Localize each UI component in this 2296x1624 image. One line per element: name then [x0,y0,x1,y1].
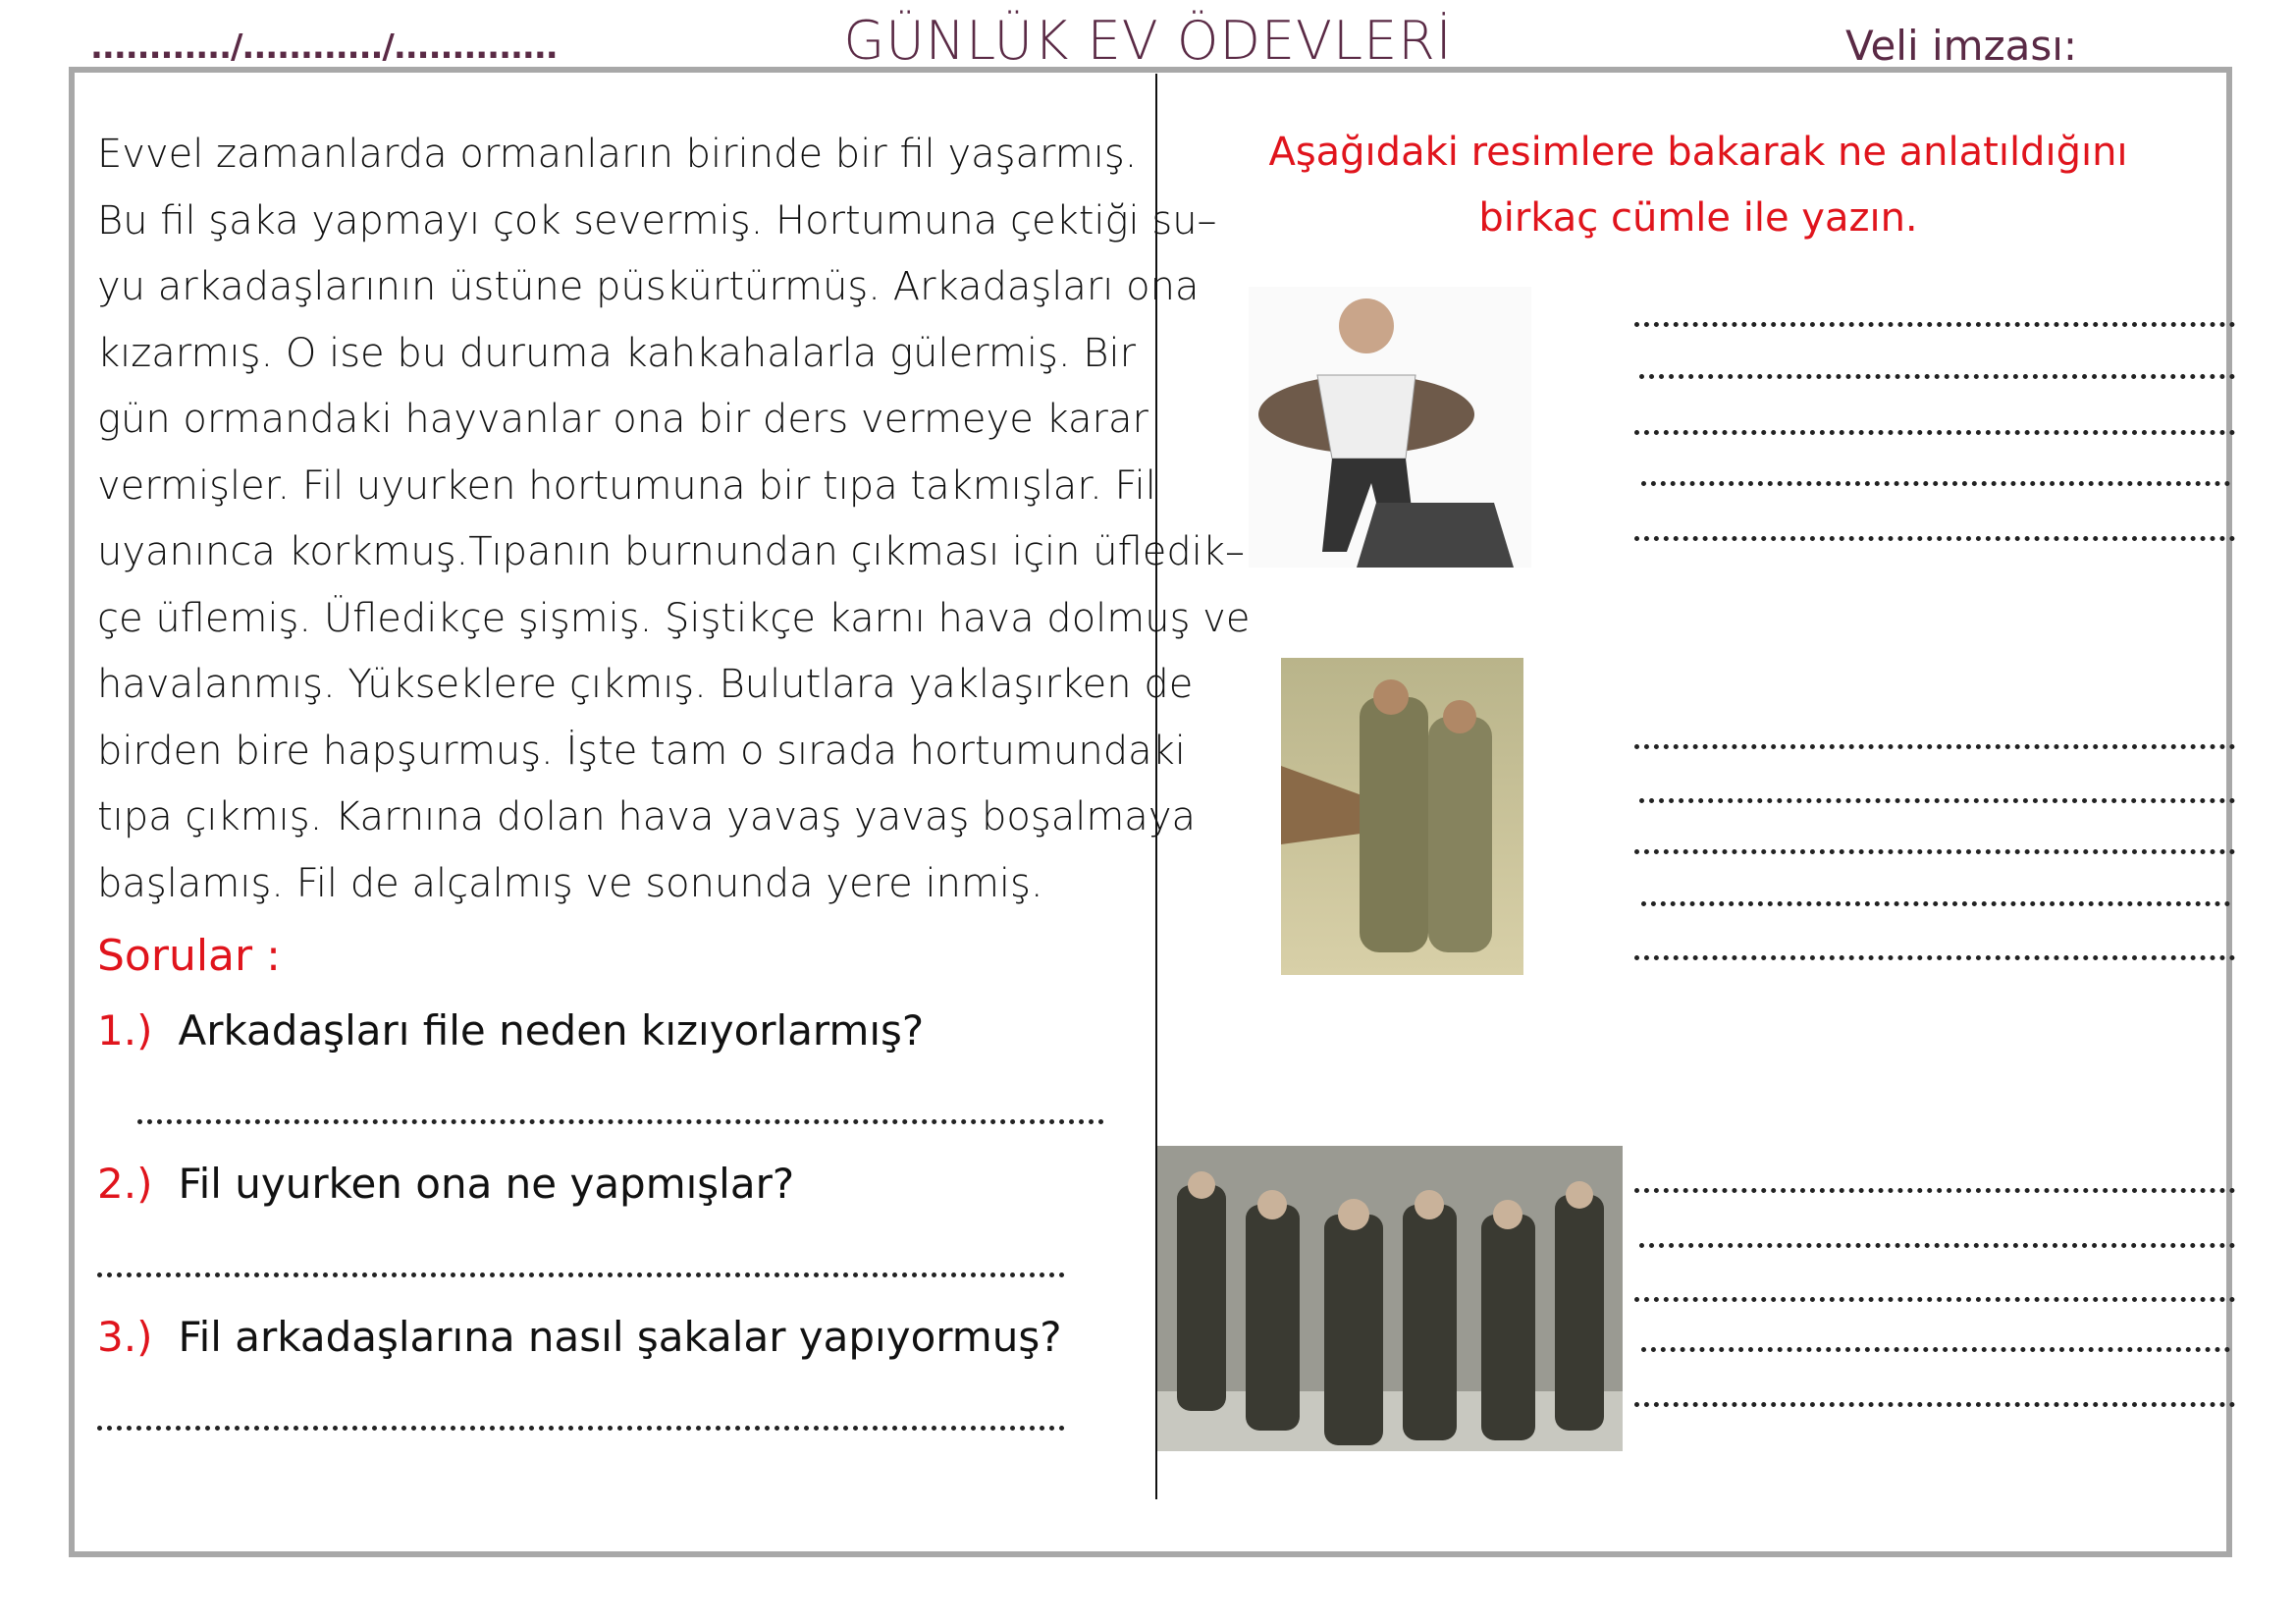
picture-2-line[interactable] [1641,901,2230,906]
page-title: GÜNLÜK EV ÖDEVLERİ [843,10,1453,72]
answer-line-2[interactable] [97,1272,1065,1277]
question-3 [97,1313,1062,1361]
story-line: havalanmış. Yükseklere çıkmış. Bulutlara yaklaşırken de [97,662,1194,707]
story-text [97,122,1251,917]
question-number: 3.) [97,1313,153,1361]
date-field[interactable]: ............/............/.............. [90,27,558,67]
question-text: Fil arkadaşlarına nasıl şakalar yapıyormuş? [178,1313,1062,1361]
story-line: Evvel zamanlarda ormanların birinde bir fil yaşarmış. [97,132,1138,177]
question-number: 1.) [97,1006,153,1055]
picture-2-line[interactable] [1634,849,2235,854]
picture-1-line[interactable] [1634,430,2235,435]
picture-3-line[interactable] [1634,1402,2235,1407]
question-text: Fil uyurken ona ne yapmışlar? [178,1160,795,1208]
question-text: Arkadaşları file neden kızıyorlarmış? [178,1006,925,1055]
picture-2-line[interactable] [1634,955,2235,960]
parent-signature-label: Veli imzası: [1845,22,2078,70]
picture-3-line[interactable] [1634,1297,2235,1302]
story-line: çe üflemiş. Üfledikçe şişmiş. Şiştikçe karnı hava dolmuş ve [97,595,1251,641]
instructions [1158,120,2238,251]
marching-soldiers-photo [1157,1146,1623,1451]
picture-1-line[interactable] [1634,322,2235,327]
picture-3-line[interactable] [1641,1347,2230,1352]
question-1 [97,1006,924,1055]
story-line: tıpa çıkmış. Karnına dolan hava yavaş yavaş boşalmaya [97,794,1197,839]
question-number: 2.) [97,1160,153,1208]
picture-2-line[interactable] [1639,798,2235,803]
picture-two-soldiers [1281,658,1523,975]
picture-soldier-carrying-shell [1249,287,1531,568]
story-line: başlamış. Fil de alçalmış ve sonunda yere inmiş. [97,860,1043,906]
picture-1-line[interactable] [1641,481,2230,486]
story-line: uyanınca korkmuş.Tıpanın burnundan çıkması için üfledik– [97,529,1246,574]
story-line: gün ormandaki hayvanlar ona bir ders vermeye karar [97,397,1148,442]
story-line: birden bire hapşurmuş. İşte tam o sırada hortumundaki [97,728,1186,774]
soldier-illustration [1249,287,1531,568]
picture-2-line[interactable] [1634,744,2235,749]
picture-marching-soldiers [1157,1146,1623,1451]
soldiers-photo [1281,658,1523,975]
instruction-line: Aşağıdaki resimlere bakarak ne anlatıldığını [1268,130,2128,175]
story-line: vermişler. Fil uyurken hortumuna bir tıpa takmışlar. Fil [97,462,1156,509]
picture-3-line[interactable] [1634,1188,2235,1193]
story-line: Bu fil şaka yapmayı çok severmiş. Hortumuna çektiği su– [97,197,1217,244]
answer-line-1[interactable] [137,1119,1104,1124]
story-line: yu arkadaşlarının üstüne püskürtürmüş. Arkadaşları ona [97,264,1200,309]
question-2 [97,1160,794,1208]
answer-line-3[interactable] [97,1426,1065,1431]
picture-1-line[interactable] [1639,374,2235,379]
instruction-line: birkaç cümle ile yazın. [1478,195,1918,241]
questions-heading: Sorular : [97,931,281,981]
picture-3-line[interactable] [1639,1243,2235,1248]
story-line: kızarmış. O ise bu duruma kahkahalarla gülermiş. Bir [97,330,1137,376]
picture-1-line[interactable] [1634,536,2235,541]
